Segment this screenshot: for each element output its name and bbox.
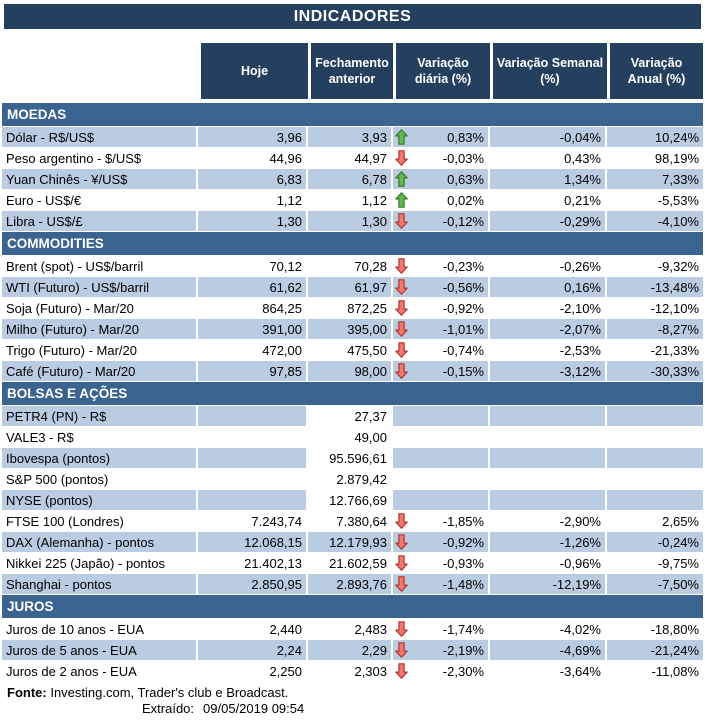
variacao-diaria-cell (393, 640, 490, 661)
variacao-diaria-value: -1,01% (442, 321, 484, 337)
section-header: COMMODITIES (2, 232, 703, 256)
variacao-diaria-value: -2,19% (442, 642, 484, 658)
fechamento-value: 7.380,64 (308, 511, 393, 532)
variacao-anual-value: -5,53% (607, 190, 703, 211)
section-header: JUROS (2, 595, 703, 619)
variacao-semanal-value: -2,53% (490, 340, 607, 361)
variacao-diaria-cell (393, 319, 490, 340)
variacao-semanal-value: 1,34% (490, 169, 607, 190)
variacao-diaria-value: -0,92% (442, 300, 484, 316)
down-arrow-icon (395, 534, 409, 550)
table-row (2, 361, 703, 382)
hoje-value: 1,30 (198, 211, 308, 232)
section-row (2, 103, 703, 127)
variacao-semanal-value: 0,16% (490, 277, 607, 298)
fechamento-value: 872,25 (308, 298, 393, 319)
hoje-value: 61,62 (198, 277, 308, 298)
variacao-anual-value (607, 448, 703, 469)
down-arrow-icon (395, 642, 409, 658)
variacao-semanal-value (490, 469, 607, 490)
indicators-body (2, 103, 703, 682)
variacao-anual-value: -9,32% (607, 256, 703, 277)
variacao-diaria-cell (393, 619, 490, 640)
variacao-diaria-cell (393, 169, 490, 190)
hoje-value: 6,83 (198, 169, 308, 190)
variacao-semanal-value (490, 448, 607, 469)
page-title: INDICADORES (4, 4, 701, 29)
variacao-diaria-cell (393, 406, 490, 427)
variacao-diaria-cell (393, 661, 490, 682)
variacao-diaria-inner (395, 171, 484, 187)
up-arrow-icon (395, 129, 409, 145)
variacao-anual-value: -13,48% (607, 277, 703, 298)
variacao-diaria-inner (395, 576, 484, 592)
variacao-diaria-value: -0,23% (442, 258, 484, 274)
source-label: Fonte: (7, 685, 47, 700)
table-row (2, 340, 703, 361)
variacao-anual-value (607, 490, 703, 511)
table-row (2, 553, 703, 574)
table-row (2, 574, 703, 595)
variacao-diaria-cell (393, 361, 490, 382)
variacao-diaria-cell (393, 532, 490, 553)
row-label: S&P 500 (pontos) (2, 469, 198, 490)
corner-spacer (2, 43, 198, 99)
table-row (2, 211, 703, 232)
variacao-semanal-value: -3,64% (490, 661, 607, 682)
hoje-value: 864,25 (198, 298, 308, 319)
hoje-value (198, 490, 308, 511)
variacao-semanal-value: -3,12% (490, 361, 607, 382)
variacao-anual-value: -21,24% (607, 640, 703, 661)
variacao-diaria-cell (393, 511, 490, 532)
row-label: Milho (Futuro) - Mar/20 (2, 319, 198, 340)
hoje-value: 2,250 (198, 661, 308, 682)
variacao-diaria-inner (395, 192, 484, 208)
variacao-diaria-inner (395, 321, 484, 337)
fechamento-value: 6,78 (308, 169, 393, 190)
row-label: NYSE (pontos) (2, 490, 198, 511)
variacao-anual-value: -30,33% (607, 361, 703, 382)
row-label: FTSE 100 (Londres) (2, 511, 198, 532)
section-header: BOLSAS E AÇÕES (2, 382, 703, 406)
fechamento-value: 70,28 (308, 256, 393, 277)
row-label: Euro - US$/€ (2, 190, 198, 211)
variacao-diaria-inner (395, 342, 484, 358)
variacao-diaria-inner (395, 642, 484, 658)
row-label: Juros de 10 anos - EUA (2, 619, 198, 640)
down-arrow-icon (395, 258, 409, 274)
up-arrow-icon (395, 171, 409, 187)
row-label: DAX (Alemanha) - pontos (2, 532, 198, 553)
down-arrow-icon (395, 576, 409, 592)
variacao-semanal-value: -2,90% (490, 511, 607, 532)
variacao-anual-value: -11,08% (607, 661, 703, 682)
table-row (2, 256, 703, 277)
table-row (2, 661, 703, 682)
variacao-diaria-cell (393, 574, 490, 595)
variacao-diaria-inner (395, 150, 484, 166)
variacao-semanal-value: 0,43% (490, 148, 607, 169)
variacao-semanal-value (490, 490, 607, 511)
row-label: Ibovespa (pontos) (2, 448, 198, 469)
table-row (2, 511, 703, 532)
down-arrow-icon (395, 321, 409, 337)
section-row (2, 382, 703, 406)
variacao-anual-value: 10,24% (607, 127, 703, 148)
row-label: PETR4 (PN) - R$ (2, 406, 198, 427)
table-row (2, 427, 703, 448)
variacao-semanal-value (490, 427, 607, 448)
variacao-anual-value: -12,10% (607, 298, 703, 319)
variacao-diaria-cell (393, 427, 490, 448)
column-header-variacao-anual: Variação Anual (%) (607, 43, 703, 99)
fechamento-value: 1,30 (308, 211, 393, 232)
variacao-diaria-inner (395, 213, 484, 229)
section-row (2, 232, 703, 256)
variacao-anual-value: -0,24% (607, 532, 703, 553)
hoje-value: 7.243,74 (198, 511, 308, 532)
variacao-semanal-value: -4,02% (490, 619, 607, 640)
hoje-value: 2.850,95 (198, 574, 308, 595)
footer (2, 682, 703, 717)
variacao-diaria-value: -2,30% (442, 663, 484, 679)
variacao-diaria-value: 0,02% (447, 192, 484, 208)
fechamento-value: 98,00 (308, 361, 393, 382)
variacao-semanal-value: -2,07% (490, 319, 607, 340)
variacao-diaria-value: 0,83% (447, 129, 484, 145)
table-row (2, 319, 703, 340)
fechamento-value: 61,97 (308, 277, 393, 298)
table-row (2, 640, 703, 661)
hoje-value: 97,85 (198, 361, 308, 382)
table-row (2, 490, 703, 511)
variacao-diaria-value: -0,03% (442, 150, 484, 166)
column-header-hoje: Hoje (198, 43, 308, 99)
row-label: WTI (Futuro) - US$/barril (2, 277, 198, 298)
variacao-anual-value: -7,50% (607, 574, 703, 595)
variacao-diaria-inner (395, 279, 484, 295)
fechamento-value: 12.179,93 (308, 532, 393, 553)
hoje-value: 70,12 (198, 256, 308, 277)
variacao-semanal-value: -0,04% (490, 127, 607, 148)
variacao-diaria-value: -1,48% (442, 576, 484, 592)
fechamento-value: 12.766,69 (308, 490, 393, 511)
row-label: Dólar - R$/US$ (2, 127, 198, 148)
fechamento-value: 2,29 (308, 640, 393, 661)
table-row (2, 190, 703, 211)
variacao-semanal-value: -1,26% (490, 532, 607, 553)
variacao-diaria-cell (393, 190, 490, 211)
fechamento-value: 44,97 (308, 148, 393, 169)
variacao-diaria-cell (393, 211, 490, 232)
variacao-diaria-cell (393, 256, 490, 277)
hoje-value: 472,00 (198, 340, 308, 361)
down-arrow-icon (395, 279, 409, 295)
fechamento-value: 395,00 (308, 319, 393, 340)
variacao-diaria-value: -0,56% (442, 279, 484, 295)
table-row (2, 148, 703, 169)
source-line (7, 685, 703, 701)
hoje-value (198, 448, 308, 469)
row-label: Juros de 5 anos - EUA (2, 640, 198, 661)
variacao-diaria-cell (393, 148, 490, 169)
fechamento-value: 2.879,42 (308, 469, 393, 490)
down-arrow-icon (395, 555, 409, 571)
variacao-anual-value (607, 427, 703, 448)
variacao-anual-value: 7,33% (607, 169, 703, 190)
table-row (2, 448, 703, 469)
variacao-diaria-cell (393, 340, 490, 361)
table-header (2, 43, 703, 103)
variacao-semanal-value: -4,69% (490, 640, 607, 661)
hoje-value: 391,00 (198, 319, 308, 340)
variacao-semanal-value: -2,10% (490, 298, 607, 319)
variacao-diaria-inner (395, 534, 484, 550)
fechamento-value: 21.602,59 (308, 553, 393, 574)
fechamento-value: 1,12 (308, 190, 393, 211)
variacao-semanal-value: -0,26% (490, 256, 607, 277)
variacao-anual-value: 98,19% (607, 148, 703, 169)
variacao-diaria-cell (393, 298, 490, 319)
table-row (2, 127, 703, 148)
down-arrow-icon (395, 513, 409, 529)
variacao-diaria-cell (393, 490, 490, 511)
fechamento-value: 2,303 (308, 661, 393, 682)
hoje-value: 2,440 (198, 619, 308, 640)
variacao-anual-value (607, 469, 703, 490)
fechamento-value: 95.596,61 (308, 448, 393, 469)
extracted-timestamp: 09/05/2019 09:54 (203, 701, 305, 716)
variacao-diaria-value: -0,74% (442, 342, 484, 358)
variacao-diaria-inner (395, 363, 484, 379)
row-label: VALE3 - R$ (2, 427, 198, 448)
variacao-diaria-cell (393, 553, 490, 574)
hoje-value: 1,12 (198, 190, 308, 211)
variacao-diaria-value: -0,92% (442, 534, 484, 550)
variacao-anual-value: -18,80% (607, 619, 703, 640)
down-arrow-icon (395, 150, 409, 166)
down-arrow-icon (395, 621, 409, 637)
column-header-fechamento-anterior: Fechamento anterior (308, 43, 393, 99)
variacao-anual-value: 2,65% (607, 511, 703, 532)
variacao-diaria-cell (393, 448, 490, 469)
fechamento-value: 2,483 (308, 619, 393, 640)
row-label: Soja (Futuro) - Mar/20 (2, 298, 198, 319)
hoje-value (198, 469, 308, 490)
table-row (2, 619, 703, 640)
row-label: Café (Futuro) - Mar/20 (2, 361, 198, 382)
row-label: Juros de 2 anos - EUA (2, 661, 198, 682)
variacao-diaria-inner (395, 129, 484, 145)
variacao-diaria-inner (395, 555, 484, 571)
variacao-diaria-value: -0,15% (442, 363, 484, 379)
variacao-diaria-value: -1,74% (442, 621, 484, 637)
indicators-table (2, 43, 703, 682)
up-arrow-icon (395, 192, 409, 208)
hoje-value: 12.068,15 (198, 532, 308, 553)
variacao-diaria-value: 0,63% (447, 171, 484, 187)
row-label: Shanghai - pontos (2, 574, 198, 595)
hoje-value: 44,96 (198, 148, 308, 169)
variacao-semanal-value: -0,96% (490, 553, 607, 574)
variacao-anual-value: -8,27% (607, 319, 703, 340)
fechamento-value: 3,93 (308, 127, 393, 148)
extracted-label: Extraído: (142, 701, 195, 716)
down-arrow-icon (395, 300, 409, 316)
fechamento-value: 475,50 (308, 340, 393, 361)
table-row (2, 469, 703, 490)
extracted-line (7, 701, 703, 717)
section-row (2, 595, 703, 619)
variacao-semanal-value: 0,21% (490, 190, 607, 211)
variacao-diaria-value: -0,12% (442, 213, 484, 229)
table-row (2, 406, 703, 427)
variacao-semanal-value: -0,29% (490, 211, 607, 232)
column-header-variacao-diaria: Variação diária (%) (393, 43, 490, 99)
variacao-anual-value: -4,10% (607, 211, 703, 232)
variacao-diaria-inner (395, 300, 484, 316)
down-arrow-icon (395, 663, 409, 679)
fechamento-value: 49,00 (308, 427, 393, 448)
hoje-value: 21.402,13 (198, 553, 308, 574)
variacao-diaria-inner (395, 621, 484, 637)
down-arrow-icon (395, 213, 409, 229)
variacao-diaria-inner (395, 513, 484, 529)
section-header: MOEDAS (2, 103, 703, 127)
row-label: Nikkei 225 (Japão) - pontos (2, 553, 198, 574)
hoje-value (198, 427, 308, 448)
row-label: Libra - US$/£ (2, 211, 198, 232)
variacao-anual-value: -9,75% (607, 553, 703, 574)
variacao-diaria-inner (395, 258, 484, 274)
variacao-anual-value (607, 406, 703, 427)
row-label: Trigo (Futuro) - Mar/20 (2, 340, 198, 361)
variacao-diaria-cell (393, 127, 490, 148)
variacao-semanal-value (490, 406, 607, 427)
down-arrow-icon (395, 342, 409, 358)
variacao-diaria-cell (393, 277, 490, 298)
variacao-semanal-value: -12,19% (490, 574, 607, 595)
variacao-diaria-inner (395, 663, 484, 679)
variacao-diaria-value: -0,93% (442, 555, 484, 571)
table-row (2, 532, 703, 553)
hoje-value (198, 406, 308, 427)
column-header-variacao-semanal: Variação Semanal (%) (490, 43, 607, 99)
row-label: Peso argentino - $/US$ (2, 148, 198, 169)
table-row (2, 169, 703, 190)
hoje-value: 2,24 (198, 640, 308, 661)
table-row (2, 277, 703, 298)
variacao-diaria-cell (393, 469, 490, 490)
down-arrow-icon (395, 363, 409, 379)
row-label: Brent (spot) - US$/barril (2, 256, 198, 277)
hoje-value: 3,96 (198, 127, 308, 148)
variacao-anual-value: -21,33% (607, 340, 703, 361)
fechamento-value: 2.893,76 (308, 574, 393, 595)
variacao-diaria-value: -1,85% (442, 513, 484, 529)
row-label: Yuan Chinês - ¥/US$ (2, 169, 198, 190)
fechamento-value: 27,37 (308, 406, 393, 427)
table-row (2, 298, 703, 319)
source-text: Investing.com, Trader's club e Broadcast. (46, 685, 289, 700)
